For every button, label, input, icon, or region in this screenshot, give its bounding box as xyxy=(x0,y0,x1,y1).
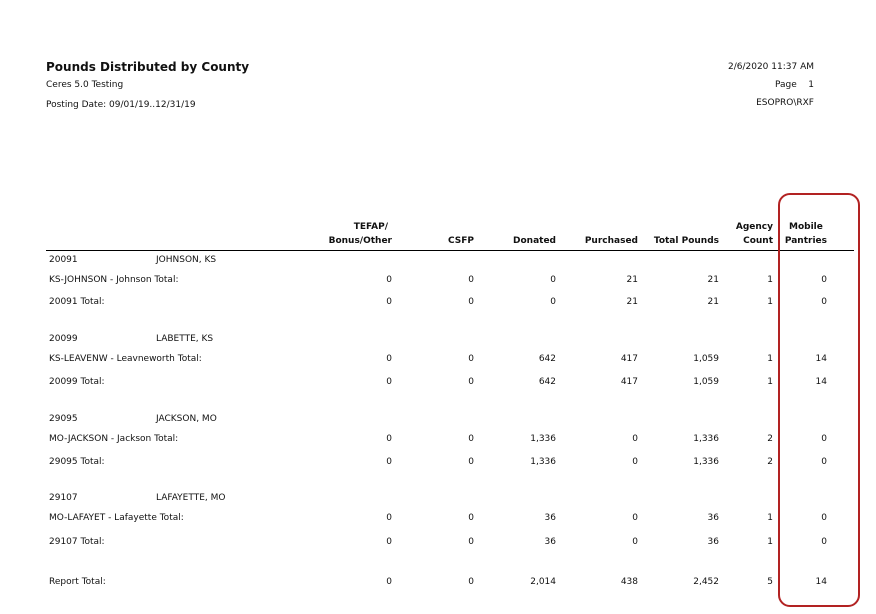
col-header-mobile-line1: Mobile xyxy=(789,222,823,232)
cell-agency-count: 1 xyxy=(767,275,773,285)
cell-agency-count: 1 xyxy=(767,537,773,547)
cell-tefap: 0 xyxy=(386,457,392,467)
county-name: LAFAYETTE, MO xyxy=(156,493,226,503)
cell-total-pounds: 21 xyxy=(707,297,719,307)
cell-purchased: 438 xyxy=(620,577,638,587)
cell-total-pounds: 1,059 xyxy=(693,354,719,364)
county-header-row xyxy=(0,414,876,428)
county-code: 20091 xyxy=(49,255,78,265)
report-title: Pounds Distributed by County xyxy=(46,60,250,74)
col-header-total-pounds: Total Pounds xyxy=(653,236,719,246)
col-header-purchased: Purchased xyxy=(584,236,638,246)
cell-mobile-pantries: 0 xyxy=(821,434,827,444)
cell-tefap: 0 xyxy=(386,377,392,387)
cell-mobile-pantries: 14 xyxy=(815,377,827,387)
cell-csfp: 0 xyxy=(468,577,474,587)
page-number: 1 xyxy=(808,80,814,90)
cell-csfp: 0 xyxy=(468,354,474,364)
cell-donated: 0 xyxy=(550,297,556,307)
cell-purchased: 417 xyxy=(620,354,638,364)
cell-agency-count: 5 xyxy=(767,577,773,587)
cell-purchased: 21 xyxy=(626,297,638,307)
county-name: LABETTE, KS xyxy=(156,334,214,344)
cell-mobile-pantries: 0 xyxy=(821,537,827,547)
cell-mobile-pantries: 14 xyxy=(815,577,827,587)
cell-donated: 0 xyxy=(550,275,556,285)
col-header-agency-line2: Count xyxy=(743,236,773,246)
cell-csfp: 0 xyxy=(468,537,474,547)
col-header-tefap xyxy=(329,220,392,248)
cell-total-pounds: 1,336 xyxy=(693,434,719,444)
header-rule xyxy=(46,250,854,251)
report-total-row xyxy=(0,577,876,591)
col-header-csfp: CSFP xyxy=(448,236,474,246)
cell-csfp: 0 xyxy=(468,275,474,285)
cell-total-pounds: 2,452 xyxy=(693,577,719,587)
cell-agency-count: 1 xyxy=(767,297,773,307)
cell-csfp: 0 xyxy=(468,434,474,444)
cell-purchased: 417 xyxy=(620,377,638,387)
row-label: Report Total: xyxy=(49,577,106,587)
col-header-donated: Donated xyxy=(513,236,556,246)
detail-row xyxy=(0,513,876,527)
report-user: ESOPRO\RXF xyxy=(756,98,814,108)
cell-purchased: 0 xyxy=(632,537,638,547)
cell-csfp: 0 xyxy=(468,297,474,307)
county-code: 29095 xyxy=(49,414,78,424)
cell-agency-count: 2 xyxy=(767,434,773,444)
mobile-pantries-highlight xyxy=(778,193,860,607)
county-header-row xyxy=(0,255,876,269)
row-label: MO-JACKSON - Jackson Total: xyxy=(49,434,179,444)
detail-row xyxy=(0,434,876,448)
col-header-tefap-line2: Bonus/Other xyxy=(328,236,392,246)
county-name: JOHNSON, KS xyxy=(156,255,217,265)
detail-row xyxy=(0,275,876,289)
cell-donated: 642 xyxy=(538,377,556,387)
cell-agency-count: 1 xyxy=(767,377,773,387)
row-label: 20099 Total: xyxy=(49,377,105,387)
report-datetime: 2/6/2020 11:37 AM xyxy=(727,62,814,72)
col-header-tefap-line1: TEFAP/ xyxy=(353,222,388,232)
col-header-agency-line1: Agency xyxy=(735,222,773,232)
cell-total-pounds: 1,336 xyxy=(693,457,719,467)
cell-total-pounds: 21 xyxy=(707,275,719,285)
cell-csfp: 0 xyxy=(468,377,474,387)
cell-tefap: 0 xyxy=(386,275,392,285)
cell-mobile-pantries: 0 xyxy=(821,275,827,285)
cell-csfp: 0 xyxy=(468,457,474,467)
report-subtitle: Ceres 5.0 Testing xyxy=(46,80,124,90)
county-total-row xyxy=(0,297,876,311)
cell-agency-count: 1 xyxy=(767,513,773,523)
cell-mobile-pantries: 14 xyxy=(815,354,827,364)
cell-donated: 642 xyxy=(538,354,556,364)
cell-donated: 36 xyxy=(544,537,556,547)
cell-mobile-pantries: 0 xyxy=(821,457,827,467)
cell-csfp: 0 xyxy=(468,513,474,523)
row-label: KS-JOHNSON - Johnson Total: xyxy=(49,275,179,285)
county-total-row xyxy=(0,377,876,391)
col-header-agency-count xyxy=(736,220,773,248)
cell-tefap: 0 xyxy=(386,537,392,547)
cell-mobile-pantries: 0 xyxy=(821,513,827,523)
county-code: 20099 xyxy=(49,334,78,344)
page-label: Page xyxy=(775,80,797,90)
row-label: MO-LAFAYET - Lafayette Total: xyxy=(49,513,184,523)
page-indicator xyxy=(775,80,814,90)
col-header-mobile-line2: Pantries xyxy=(784,236,827,246)
cell-agency-count: 2 xyxy=(767,457,773,467)
cell-mobile-pantries: 0 xyxy=(821,297,827,307)
cell-tefap: 0 xyxy=(386,513,392,523)
cell-purchased: 0 xyxy=(632,434,638,444)
county-total-row xyxy=(0,537,876,551)
cell-tefap: 0 xyxy=(386,577,392,587)
cell-tefap: 0 xyxy=(386,434,392,444)
cell-total-pounds: 36 xyxy=(707,513,719,523)
cell-purchased: 21 xyxy=(626,275,638,285)
detail-row xyxy=(0,354,876,368)
cell-donated: 36 xyxy=(544,513,556,523)
cell-donated: 2,014 xyxy=(530,577,556,587)
county-total-row xyxy=(0,457,876,471)
cell-donated: 1,336 xyxy=(530,457,556,467)
cell-purchased: 0 xyxy=(632,457,638,467)
county-header-row xyxy=(0,334,876,348)
county-code: 29107 xyxy=(49,493,78,503)
cell-total-pounds: 36 xyxy=(707,537,719,547)
county-header-row xyxy=(0,493,876,507)
row-label: 29095 Total: xyxy=(49,457,105,467)
county-name: JACKSON, MO xyxy=(156,414,217,424)
cell-tefap: 0 xyxy=(386,297,392,307)
cell-purchased: 0 xyxy=(632,513,638,523)
row-label: 20091 Total: xyxy=(49,297,105,307)
cell-total-pounds: 1,059 xyxy=(693,377,719,387)
cell-donated: 1,336 xyxy=(530,434,556,444)
row-label: KS-LEAVENW - Leavneworth Total: xyxy=(49,354,202,364)
cell-agency-count: 1 xyxy=(767,354,773,364)
posting-date: Posting Date: 09/01/19..12/31/19 xyxy=(46,100,196,110)
row-label: 29107 Total: xyxy=(49,537,105,547)
cell-tefap: 0 xyxy=(386,354,392,364)
